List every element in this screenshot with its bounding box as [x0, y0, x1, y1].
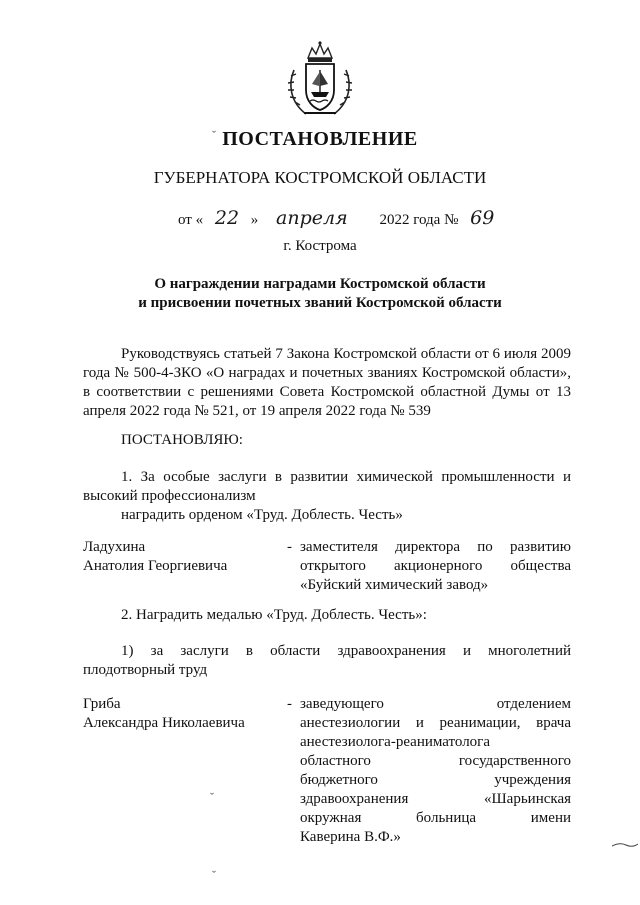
awardee-2-position: [300, 695, 571, 847]
date-line: [178, 207, 494, 229]
awardee-1-given-names: Анатолия Георгиевича: [83, 558, 228, 574]
awardee-2-dash: -: [287, 696, 292, 712]
awardee-2-position-line: областного государственного: [300, 753, 571, 769]
awardee-2-position-line: бюджетного учреждения: [300, 772, 571, 788]
awardee-2-position-line: анестезиологии и реанимации, врача: [300, 715, 571, 731]
scan-mark: ˇ: [210, 790, 214, 804]
document-title: ПОСТАНОВЛЕНИЕ: [222, 128, 418, 150]
awardee-2-position-line: окружная больница имени: [300, 810, 571, 826]
awardee-2-position-line: анестезиолога-реаниматолога: [300, 734, 490, 750]
awardee-1-surname: Ладухина: [83, 539, 146, 555]
handwritten-month: апреля: [276, 207, 348, 229]
awardee-1-dash: -: [287, 539, 292, 555]
awardee-1-position: [300, 538, 571, 595]
awardee-2-position-line: заведующего отделением: [300, 696, 571, 712]
document-heading: [0, 275, 640, 313]
handwritten-number: 69: [470, 207, 495, 229]
awardee-1-position-line: «Буйский химический завод»: [300, 577, 489, 593]
year-and-number-label: 2022 года №: [379, 212, 459, 228]
item-2-1-text: 1) за заслуги в области здравоохранения и многолетний плодотворный труд: [83, 643, 571, 678]
heading-line-1: О награждении наградами Костромской области: [154, 276, 486, 292]
scan-mark: ˇ: [212, 868, 216, 882]
scan-stroke-mark: [612, 840, 638, 850]
preamble-paragraph: Руководствуясь статьей 7 Закона Костромской области от 6 июля 2009 года № 500-4-ЗКО «О наградах и почетных званиях Костромской области», в соответствии с решениями Совета Костромской областной Думы от 13 апреля 2022 года № 521, от 19 апреля 2022 года № 539: [83, 346, 571, 419]
awardee-1-position-line: открытого акционерного общества: [300, 558, 571, 574]
scan-mark: ˇ: [212, 128, 216, 142]
resolve-word: ПОСТАНОВЛЯЮ:: [121, 432, 243, 448]
item-1-award-line: наградить орденом «Труд. Доблесть. Честь»: [121, 507, 403, 523]
awardee-1-position-line: заместителя директора по развитию: [300, 539, 571, 555]
awardee-2-given-names: Александра Николаевича: [83, 715, 245, 731]
date-mid: »: [250, 212, 259, 228]
city-name: г. Кострома: [283, 238, 357, 254]
coat-of-arms-emblem: [284, 40, 356, 120]
item-2-text: 2. Наградить медалью «Труд. Доблесть. Честь»:: [121, 607, 427, 623]
date-prefix: от «: [178, 212, 204, 228]
awardee-2-surname: Гриба: [83, 696, 121, 712]
item-1-text: 1. За особые заслуги в развитии химической промышленности и высокий профессионализм: [83, 469, 571, 504]
awardee-2-position-line: здравоохранения «Шарьинская: [300, 791, 571, 807]
handwritten-day: 22: [214, 207, 240, 229]
heading-line-2: и присвоении почетных званий Костромской области: [138, 295, 502, 311]
awardee-2-position-line: Каверина В.Ф.»: [300, 829, 401, 845]
document-issuer: ГУБЕРНАТОРА КОСТРОМСКОЙ ОБЛАСТИ: [153, 168, 487, 187]
